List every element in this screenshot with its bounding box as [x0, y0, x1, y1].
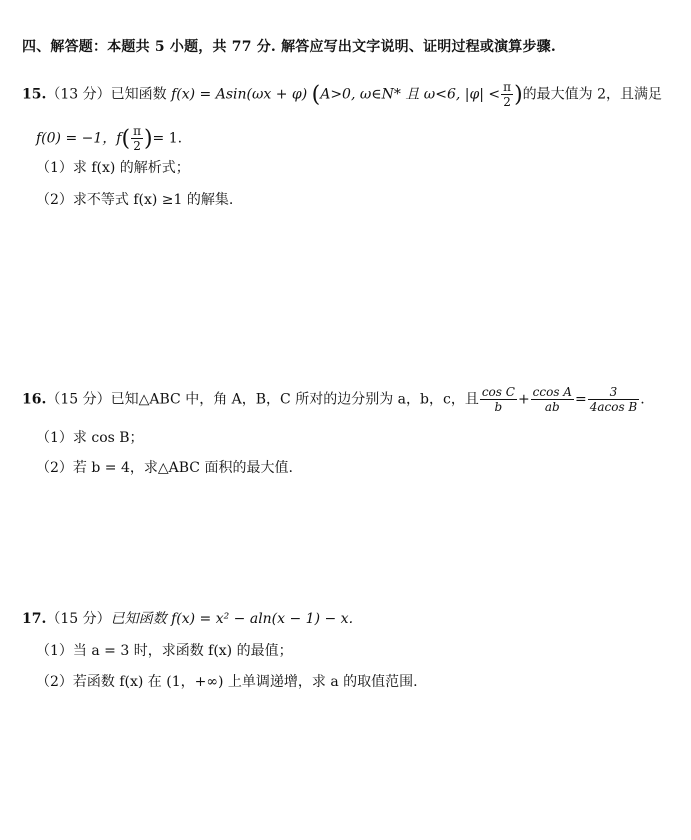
question-16-stem	[22, 385, 645, 414]
question-17-points: （15 分）	[46, 611, 111, 627]
question-15-part-2: （2）求不等式 f(x) ≥1 的解集.	[36, 192, 234, 208]
left-paren: (	[121, 126, 131, 152]
question-16-number: 16.	[22, 391, 47, 408]
fraction-numerator: π	[133, 124, 141, 138]
period: .	[640, 391, 645, 408]
question-15-function: f(x) = Asin(ωx + φ)	[171, 86, 308, 103]
question-16-part-1: （1）求 cos B；	[36, 430, 144, 446]
question-17-part-1: （1）当 a = 3 时，求函数 f(x) 的最值；	[36, 643, 293, 659]
fraction-numerator: 3	[588, 385, 640, 400]
fraction-numerator: ccos A	[532, 385, 572, 399]
question-15-part-1: （1）求 f(x) 的解析式；	[36, 160, 190, 176]
right-paren: )	[143, 126, 153, 152]
question-16-points: （15 分）	[46, 391, 111, 408]
plus-sign: +	[517, 391, 530, 408]
question-15-stem	[22, 80, 662, 109]
question-17-stem-text: 已知函数 f(x) = x² − aln(x − 1) − x.	[110, 611, 354, 627]
right-paren: )	[514, 82, 523, 108]
section-title: 四、解答题：本题共 5 小题，共 77 分. 解答应写出文字说明、证明过程或演算步骤.	[22, 39, 556, 55]
question-15-condition: A>0, ω∈N* 且 ω<6, |φ| <	[320, 86, 501, 103]
cos-c-over-b-fraction	[480, 385, 517, 414]
question-16-stem-text: 已知△ABC 中，角 A，B，C 所对的边分别为 a，b，c，且	[110, 391, 479, 408]
fraction-denominator: ab	[544, 400, 560, 414]
fraction-numerator: cos C	[481, 385, 515, 399]
pi-over-2-fraction	[131, 124, 143, 153]
ccos-a-over-ab-fraction	[531, 385, 574, 414]
question-16-part-2: （2）若 b = 4，求△ABC 面积的最大值.	[36, 460, 293, 476]
question-15-conditions	[36, 124, 182, 153]
fraction-denominator: 2	[503, 95, 511, 109]
question-17-number: 17.	[22, 611, 47, 627]
question-15-condition-b: = 1.	[152, 130, 183, 147]
fraction-denominator: b	[494, 400, 503, 414]
fraction-denominator: 2	[133, 139, 141, 153]
question-17-part-2: （2）若函数 f(x) 在 (1，+∞) 上单调递增，求 a 的取值范围.	[36, 674, 418, 690]
question-17-stem	[22, 609, 353, 629]
question-15-number: 15.	[22, 86, 47, 103]
left-paren: (	[311, 82, 321, 108]
question-15-stem-b: 的最大值为 2，且满足	[522, 86, 663, 103]
question-15-points: （13 分）	[46, 86, 111, 103]
equals-sign: =	[574, 391, 587, 408]
question-15-stem-a: 已知函数	[110, 86, 172, 103]
fraction-denominator: 4acos B	[589, 400, 638, 414]
fraction-numerator: π	[503, 80, 512, 94]
pi-over-2-fraction	[501, 80, 513, 109]
three-over-4acosb-fraction	[588, 385, 640, 414]
question-15-condition-a: f(0) = −1，f	[36, 130, 122, 147]
